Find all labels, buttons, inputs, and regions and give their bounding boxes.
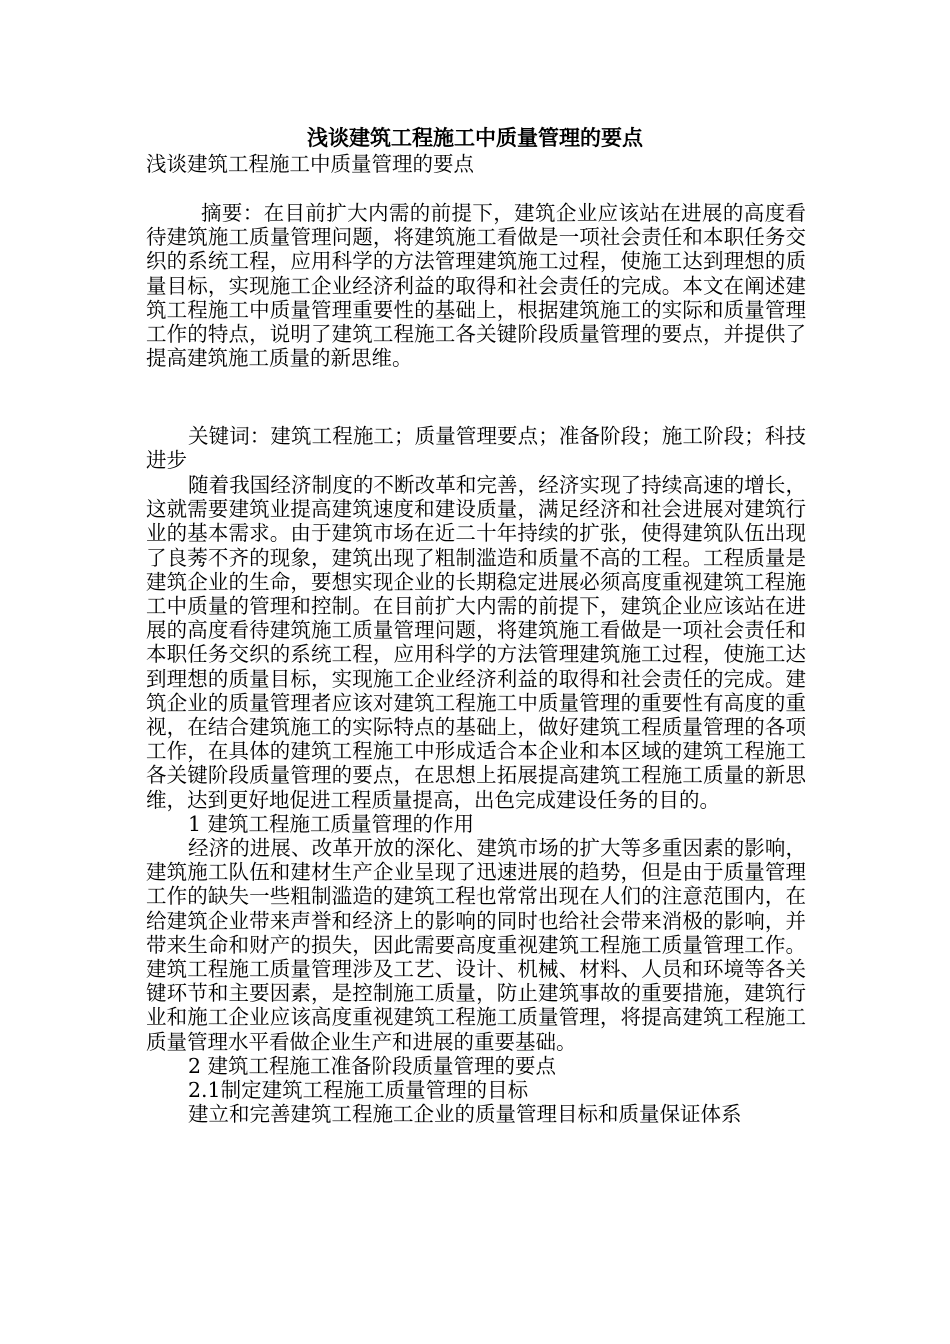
intro-paragraph: 随着我国经济制度的不断改革和完善，经济实现了持续高速的增长，这就需要建筑业提高建筑速度和建设质量，满足经济和社会进展对建筑行业的基本需求。由于建筑市场在近二十年持续的扩张，使得建筑队伍出现了良莠不齐的现象，建筑出现了粗制滥造和质量不高的工程。工程质量是建筑企业的生命，要想实现企业的长期稳定进展必须高度重视建筑工程施工中质量的管理和控制。在目前扩大内需的前提下，建筑企业应该站在进展的高度看待建筑施工质量管理问题，将建筑施工看做是一项社会责任和本职任务交织的系统工程，应用科学的方法管理建筑施工过程，使施工达到理想的质量目标，实现施工企业经济利益的取得和社会责任的完成。建筑企业的质量管理者应该对建筑工程施工中质量管理的重要性有高度的重视，在结合建筑施工的实际特点的基础上，做好建筑工程质量管理的各项工作，在具体的建筑工程施工中形成适合本企业和本区域的建筑工程施工各关键阶段质量管理的要点，在思想上拓展提高建筑工程施工质量的新思维，达到更好地促进工程质量提高，出色完成建设任务的目的。 [146, 473, 806, 812]
document-title: 浅谈建筑工程施工中质量管理的要点 [307, 126, 643, 150]
subsection-heading-2-1: 2.1制定建筑工程施工质量管理的目标 [188, 1078, 529, 1103]
subsection-2-1-paragraph: 建立和完善建筑工程施工企业的质量管理目标和质量保证体系 [188, 1102, 742, 1127]
section-1-paragraph: 经济的进展、改革开放的深化、建筑市场的扩大等多重因素的影响，建筑施工队伍和建材生产企业呈现了迅速进展的趋势，但是由于质量管理工作的缺失一些粗制滥造的建筑工程也常常出现在人们的注意范围内，在给建筑企业带来声誉和经济上的影响的同时也给社会带来消极的影响，并带来生命和财产的损失，因此需要高度重视建筑工程施工质量管理工作。建筑工程施工质量管理涉及工艺、设计、机械、材料、人员和环境等各关键环节和主要因素，是控制施工质量，防止建筑事故的重要措施，建筑行业和施工企业应该高度重视建筑工程施工质量管理，将提高建筑工程施工质量管理水平看做企业生产和进展的重要基础。 [146, 836, 806, 1054]
section-heading-1: 1 建筑工程施工质量管理的作用 [188, 811, 475, 836]
keywords-paragraph: 关键词：建筑工程施工；质量管理要点；准备阶段；施工阶段；科技进步 [146, 424, 806, 473]
document-subtitle: 浅谈建筑工程施工中质量管理的要点 [146, 152, 474, 176]
abstract-paragraph: 摘要：在目前扩大内需的前提下，建筑企业应该站在进展的高度看待建筑施工质量管理问题，将建筑施工看做是一项社会责任和本职任务交织的系统工程，应用科学的方法管理建筑施工过程，使施工达到理想的质量目标，实现施工企业经济利益的取得和社会责任的完成。本文在阐述建筑工程施工中质量管理重要性的基础上，根据建筑施工的实际和质量管理工作的特点，说明了建筑工程施工各关键阶段质量管理的要点，并提供了提高建筑施工质量的新思维。 [146, 201, 806, 371]
body-section [146, 473, 806, 1126]
section-heading-2: 2 建筑工程施工准备阶段质量管理的要点 [188, 1053, 557, 1078]
